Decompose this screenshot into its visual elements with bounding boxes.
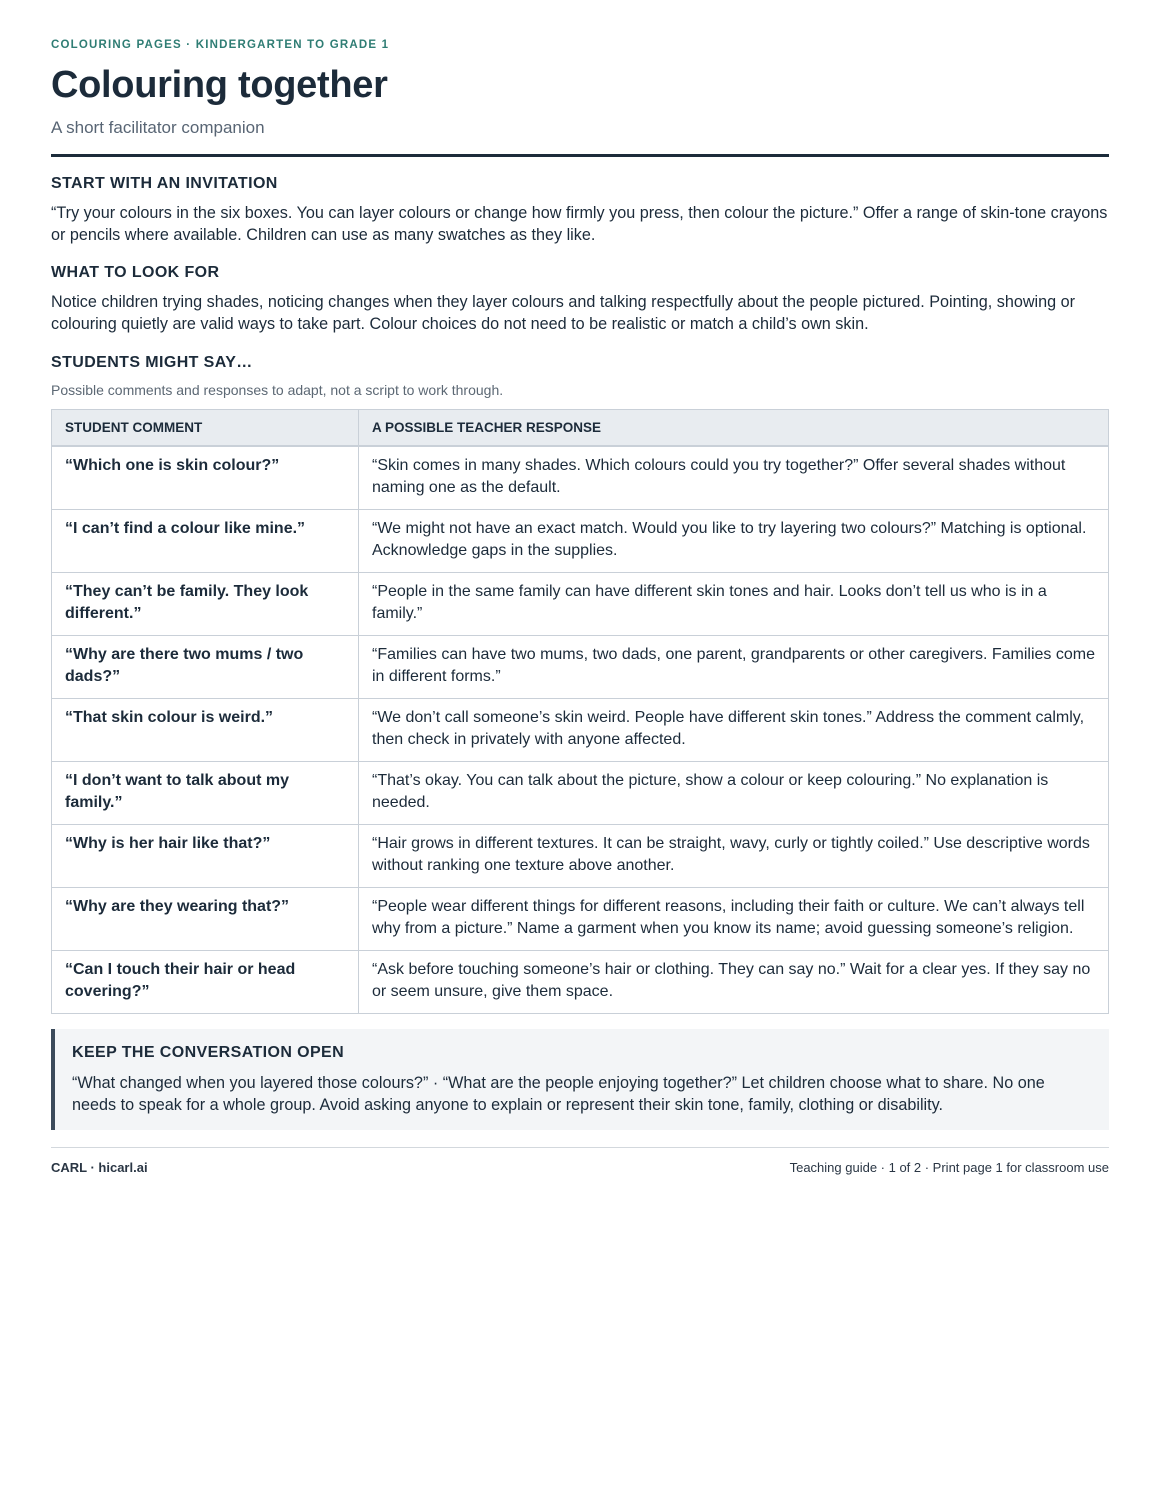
footer-divider [51,1147,1109,1148]
students-say-heading: STUDENTS MIGHT SAY… [51,354,253,371]
footer [51,1160,1109,1175]
table-row [52,699,1109,762]
student-comment: “Why are there two mums / two dads?” [52,636,359,699]
teacher-response: “People in the same family can have different skin tones and hair. Looks don’t tell us who is in a family.” [359,573,1109,636]
student-comment: “Why is her hair like that?” [52,825,359,888]
teacher-response: “We might not have an exact match. Would you like to try layering two colours?” Matching is optional. Acknowledge gaps in the supplies. [359,510,1109,573]
student-comment: “Why are they wearing that?” [52,888,359,951]
students-say-note: Possible comments and responses to adapt, not a script to work through. [51,382,504,398]
look-for-section [51,263,1109,335]
page-title: Colouring together [51,64,388,106]
footer-brand: CARL · hicarl.ai [51,1160,148,1175]
teacher-response: “Hair grows in different textures. It can be straight, wavy, curly or tightly coiled.” Use descriptive words without ranking one texture above another. [359,825,1109,888]
student-comment: “I can’t find a colour like mine.” [52,510,359,573]
callout-body: “What changed when you layered those colours?” · “What are the people enjoying together?” Let children choose what to share. No one needs to speak for a whole group. Avoid asking anyone to explain or represent their skin tone, family, clothing or disability. [72,1074,1045,1114]
guide-page [51,0,1109,1175]
table-row [52,510,1109,573]
conversation-callout [51,1029,1109,1130]
invitation-heading: START WITH AN INVITATION [51,175,278,192]
teacher-response: “Skin comes in many shades. Which colours could you try together?” Offer several shades without naming one as the default. [359,446,1109,510]
student-comment: “I don’t want to talk about my family.” [52,762,359,825]
table-row [52,825,1109,888]
students-say-section [51,353,1109,1014]
table-row [52,636,1109,699]
invitation-body: “Try your colours in the six boxes. You can layer colours or change how firmly you press, then colour the picture.” Offer a range of skin-tone crayons or pencils where available. Children can use as many swatches as they like. [51,204,1108,244]
eyebrow-label: COLOURING PAGES · KINDERGARTEN TO GRADE 1 [51,39,390,51]
footer-meta: Teaching guide · 1 of 2 · Print page 1 for classroom use [789,1160,1109,1175]
column-header-response: A POSSIBLE TEACHER RESPONSE [359,410,1109,447]
table-row [52,573,1109,636]
page-subtitle: A short facilitator companion [51,118,265,137]
student-comment: “Which one is skin colour?” [52,446,359,510]
table-row [52,446,1109,510]
student-comment: “They can’t be family. They look different.” [52,573,359,636]
teacher-response: “Families can have two mums, two dads, one parent, grandparents or other caregivers. Families come in different forms.” [359,636,1109,699]
teacher-response: “People wear different things for different reasons, including their faith or culture. We can’t always tell why from a picture.” Name a garment when you know its name; avoid guessing someone’s religion. [359,888,1109,951]
student-comment: “That skin colour is weird.” [52,699,359,762]
teacher-response: “We don’t call someone’s skin weird. People have different skin tones.” Address the comment calmly, then check in privately with anyone affected. [359,699,1109,762]
table-header-row [52,410,1109,447]
teacher-response: “Ask before touching someone’s hair or clothing. They can say no.” Wait for a clear yes. If they say no or seem unsure, give them space. [359,951,1109,1014]
table-row [52,762,1109,825]
student-comment: “Can I touch their hair or head covering?” [52,951,359,1014]
look-for-heading: WHAT TO LOOK FOR [51,264,220,281]
invitation-section [51,174,1109,246]
look-for-body: Notice children trying shades, noticing changes when they layer colours and talking respectfully about the people pictured. Pointing, showing or colouring quietly are valid ways to take part. Colour choices do not need to be realistic or match a child’s own skin. [51,293,1076,333]
column-header-comment: STUDENT COMMENT [52,410,359,447]
callout-heading: KEEP THE CONVERSATION OPEN [72,1044,345,1061]
table-row [52,888,1109,951]
comments-table [51,409,1109,1014]
teacher-response: “That’s okay. You can talk about the picture, show a colour or keep colouring.” No explanation is needed. [359,762,1109,825]
table-row [52,951,1109,1014]
header-divider [51,154,1109,157]
